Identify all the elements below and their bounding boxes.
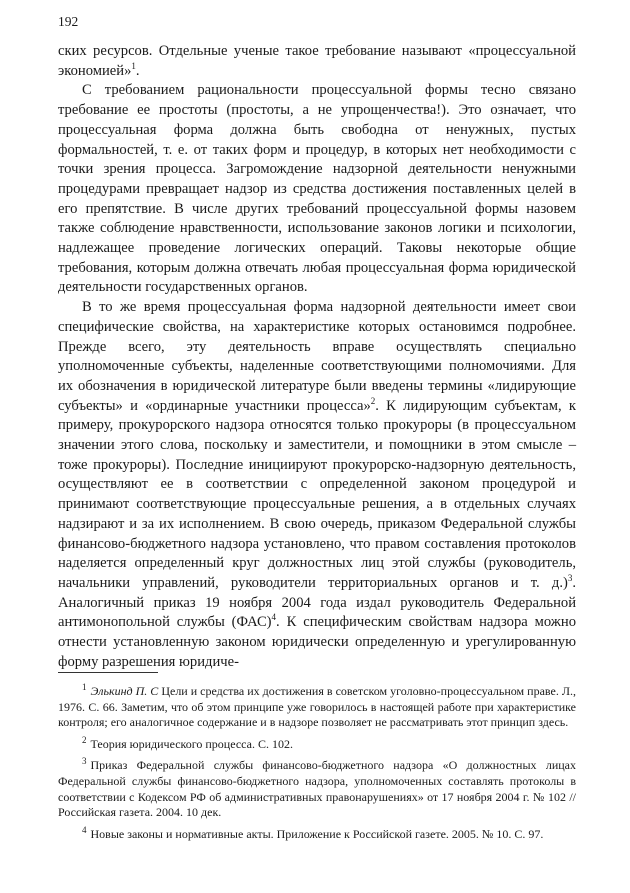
footnote-4	[58, 824, 576, 843]
footnote-4-text: Новые законы и нормативные акты. Приложение к Российской газете. 2005. № 10. С. 97.	[90, 826, 544, 841]
footnote-1-number: 1	[82, 682, 87, 692]
page-number: 192	[58, 14, 79, 29]
body-text	[58, 42, 576, 673]
footnote-divider	[58, 672, 158, 673]
paragraph-2: С требованием рациональности процессуальной формы тесно связано требование ее простоты (простоты, а не упрощенчества!). Это означает, что процессуальная форма должна быть свободна от ненужных, пустых формальностей, т. е. от таких форм и процедур, в которых нет необходимости с точки зрения процесса. Загромождение надзорной деятельности ненужными процедурами превращает надзор из средства достижения поставленных целей в его препятствие. В числе других требований процессуальной формы назовем также соблюдение нравственности, использование законов логики и психологии, надлежащее проведение логических операций. Таковы некоторые общие требования, которым должна отвечать любая процессуальная форма юридической деятельности государственных органов.	[58, 82, 576, 296]
paragraph-1	[58, 42, 576, 81]
paragraph-3-text-b: . К лидирующим субъектам, к примеру, прокурорского надзора относятся только прокуроры (в процессуальном значении этого слова, поскольку и заместители, и помощники в этом смысле – тоже прокуроры). Последние инициируют прокурорско-надзорную деятельность, осуществляют ее в соответствии с определенной законом процедурой и принимают соответствующие процессуальные решения, а в отдельных случаях надзирают и за их исполнением. В свою очередь, приказом Федеральной службы финансово-бюджетного надзора установлено, что правом составления протоколов наделяется определенный круг должностных лиц этой службы (руководитель, начальники управлений, руководители территориальных органов и т. д.)	[58, 397, 576, 591]
footnote-ref-4: 4	[271, 612, 277, 623]
footnote-ref-3: 3	[567, 573, 573, 584]
paragraph-3-text-a: В то же время процессуальная форма надзорной деятельности имеет свои специфические свойства, на характеристике которых остановимся подробнее. Прежде всего, эту деятельность вправе осуществлять специально уполномоченные субъекты, наделенные соответствующими полномочиями. Для их обозначения в юридической литературе были введены термины «лидирующие субъекты» и «ординарные участники процесса»	[58, 299, 576, 414]
footnote-4-number: 4	[82, 824, 87, 835]
footnote-3-text: Приказ Федеральной службы финансово-бюджетного надзора «О должностных лицах Федеральной службы финансово-бюджетного надзора, уполномоченных составлять протоколы в соответствии с Кодексом РФ об административных правонарушениях» от 17 ноября 2004 г. № 102 // Российская газета. 2004. 10 дек.	[58, 758, 576, 820]
footnote-ref-1: 1	[131, 60, 136, 71]
paragraph-1-end: .	[135, 62, 140, 79]
footnote-2	[58, 734, 576, 753]
paragraph-3-text-c: . Аналогичный приказ 19 ноября 2004 года издал руководитель Федеральной антимонопольной службы (ФАС)	[58, 574, 576, 631]
footnote-3	[58, 758, 576, 820]
footnote-3-number: 3	[82, 756, 87, 767]
footnote-1-text: Цели и средства их достижения в советском уголовно-процессуальном праве. Л., 1976. С. 66. Заметим, что об этом принципе уже говорилось в настоящей работе при характеристике контроля; его аналогичное содержание и в надзоре позволяет не рассматривать этот принцип здесь.	[58, 684, 576, 730]
paragraph-3-text-d: . К специфическим свойствам надзора можно отнести установленную законом юридически определенную и урегулированную форму разрешения юридиче-	[58, 614, 576, 670]
footnote-2-number: 2	[82, 734, 87, 745]
paragraph-3	[58, 298, 576, 672]
footnote-2-text: Теория юридического процесса. С. 102.	[90, 736, 293, 751]
footnote-1-author: Элькинд П. С	[90, 684, 159, 698]
footnotes	[58, 684, 576, 848]
footnote-ref-2: 2	[370, 395, 376, 406]
paragraph-1-text: ских ресурсов. Отдельные ученые такое требование называют «процессуальной экономией»	[58, 43, 576, 79]
footnote-1	[58, 684, 576, 731]
